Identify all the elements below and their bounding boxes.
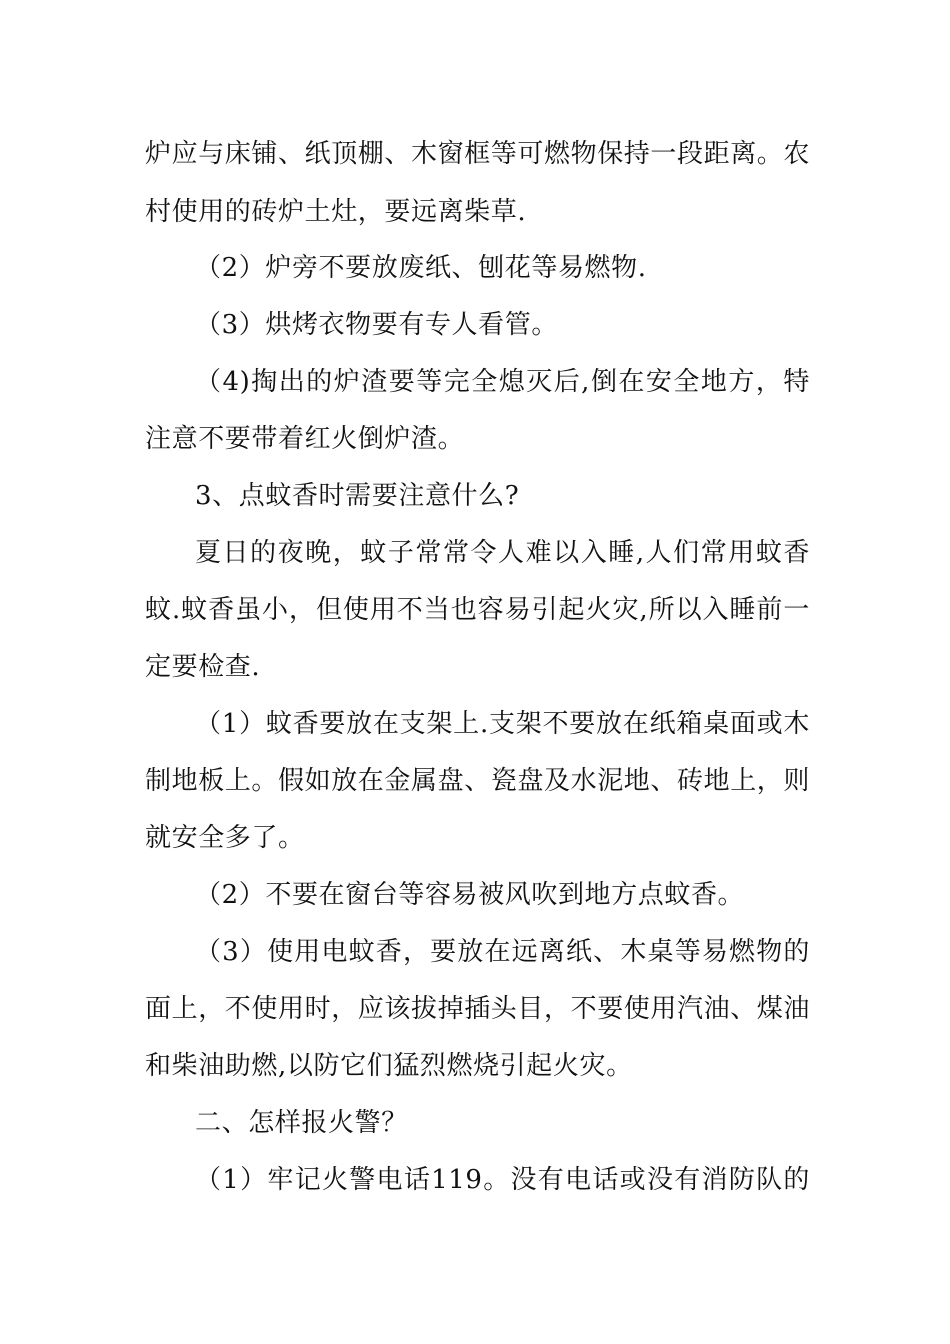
text-line: （2）炉旁不要放废纸、刨花等易燃物.	[195, 253, 647, 283]
text-line: 面上，不使用时，应该拔掉插头目，不要使用汽油、煤油	[145, 994, 810, 1024]
section-heading: 3、点蚊香时需要注意什么?	[195, 481, 520, 511]
text-line: 村使用的砖炉土灶，要远离柴草.	[145, 197, 527, 227]
text-line: （3）烘烤衣物要有专人看管。	[195, 310, 558, 340]
text-line: 就安全多了。	[145, 823, 305, 853]
text-line: 蚊.蚊香虽小，但使用不当也容易引起火灾,所以入睡前一	[145, 595, 810, 625]
text-line: 炉应与床铺、纸顶棚、木窗框等可燃物保持一段距离。农	[145, 139, 810, 169]
text-line: 定要检查.	[145, 652, 261, 682]
text-line: （1）蚊香要放在支架上.支架不要放在纸箱桌面或木	[195, 709, 810, 739]
text-line: （2）不要在窗台等容易被风吹到地方点蚊香。	[195, 880, 745, 910]
text-line: 制地板上。假如放在金属盘、瓷盘及水泥地、砖地上，则	[145, 766, 810, 796]
text-line: 和柴油助燃,以防它们猛烈燃烧引起火灾。	[145, 1051, 633, 1081]
text-line: （1）牢记火警电话119。没有电话或没有消防队的	[195, 1165, 810, 1195]
text-line: （3）使用电蚊香，要放在远离纸、木桌等易燃物的	[195, 937, 810, 967]
section-heading: 二、怎样报火警？	[195, 1108, 408, 1138]
text-line: （4)掏出的炉渣要等完全熄灭后,倒在安全地方，特	[195, 367, 810, 397]
text-line: 注意不要带着红火倒炉渣。	[145, 424, 465, 454]
text-line: 夏日的夜晚，蚊子常常令人难以入睡,人们常用蚊香	[195, 538, 810, 568]
